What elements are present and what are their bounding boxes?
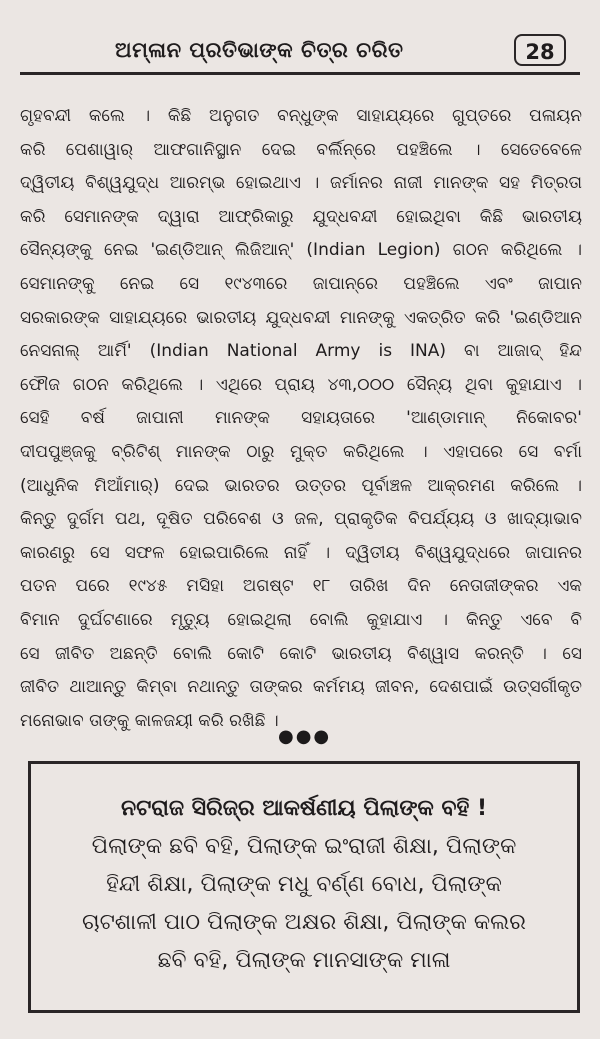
text-line: କରି ପେଶାୱାର୍ ଆଫଗାନିସ୍ଥାନ ଦେଇ ବର୍ଲିନ୍‌ରେ ପହଞ୍ଚିଲେ । ସେତେବେଳେ — [20, 139, 582, 160]
page-number: 28 — [514, 34, 566, 66]
text-line: ନେସନାଲ୍ ଆର୍ମି' (Indian National Army is INA) ବା ଆଜାଦ୍ ହିନ୍ଦ — [20, 341, 582, 362]
book-title: ଅମ୍ଳାନ ପ୍ରତିଭାଙ୍କ ଚିତ୍ର ଚରିତ — [115, 38, 404, 62]
advertisement-line: ହିନ୍ଦୀ ଶିକ୍ଷା, ପିଲାଙ୍କ ମଧୁ ବର୍ଣ୍ଣ ବୋଧ, ପିଲାଙ୍କ — [106, 872, 502, 897]
page-header — [20, 28, 580, 68]
header-rule — [20, 72, 580, 75]
text-line: ଗୃହବନ୍ଦୀ କଲେ । କିଛି ଅନୁଗତ ବନ୍ଧୁଙ୍କ ସାହାଯ୍ୟରେ ଗୁପ୍ତରେ ପଳାୟନ — [20, 106, 582, 126]
text-line: ସେ ଜୀବିତ ଅଛନ୍ତି ବୋଲି କୋଟି କୋଟି ଭାରତୀୟ ବିଶ୍ୱାସ କରନ୍ତି । ସେ — [20, 643, 582, 664]
advertisement-line: ପିଲାଙ୍କ ଛବି ବହି, ପିଲାଙ୍କ ଇଂରାଜୀ ଶିକ୍ଷା, ପିଲାଙ୍କ — [91, 834, 517, 859]
text-line: କିନ୍ତୁ ଦୁର୍ଗମ ପଥ, ଦୂଷିତ ପରିବେଶ ଓ ଜଳ, ପ୍ରାକୃତିକ ବିପର୍ଯ୍ୟୟ ଓ ଖାଦ୍ୟାଭାବ — [20, 509, 582, 530]
text-line: (ଆଧୁନିକ ମିଆଁମାର୍) ଦେଇ ଭାରତର ଉତ୍ତର ପୂର୍ବାଞ୍ଚଳ ଆକ୍ରମଣ କରିଲେ । — [20, 475, 582, 496]
text-line: ପତନ ପରେ ୧୯୪୫ ମସିହା ଅଗଷ୍ଟ ୧୮ ତାରିଖ ଦିନ ନେତାଜୀଙ୍କର ଏକ — [20, 576, 582, 597]
advertisement-line: ଛବି ବହି, ପିଲାଙ୍କ ମାନସାଙ୍କ ମାଳା — [157, 948, 451, 973]
text-line: ସରକାରଙ୍କ ସାହାଯ୍ୟରେ ଭାରତୀୟ ଯୁଦ୍ଧବନ୍ଦୀ ମାନଙ୍କୁ ଏକତ୍ରିତ କରି 'ଇଣ୍ଡିଆନ — [20, 307, 582, 328]
text-line: କାରଣରୁ ସେ ସଫଳ ହୋଇପାରିଲେ ନାହିଁ । ଦ୍ୱିତୀୟ ବିଶ୍ୱଯୁଦ୍ଧରେ ଜାପାନର — [20, 542, 582, 563]
section-separator: ●●● — [278, 726, 332, 747]
text-line: କରି ସେମାନଙ୍କ ଦ୍ୱାରା ଆଫ୍ରିକାରୁ ଯୁଦ୍ଧବନ୍ଦୀ ହୋଇଥିବା କିଛି ଭାରତୀୟ — [20, 206, 582, 227]
advertisement-title: ନଟରାଜ ସିରିଜ୍‌ର ଆକର୍ଷଣୀୟ ପିଲାଙ୍କ ବହି ! — [121, 796, 487, 821]
text-line: ସେହି ବର୍ଷ ଜାପାନୀ ମାନଙ୍କ ସହାୟତାରେ 'ଆଣ୍ଡାମାନ୍ ନିକୋବର' — [20, 408, 582, 429]
advertisement-box — [28, 761, 580, 1013]
text-line: ଦୀପପୁଞ୍ଜକୁ ବ୍ରିଟିଶ୍ ମାନଙ୍କ ଠାରୁ ମୁକ୍ତ କରିଥିଲେ । ଏହାପରେ ସେ ବର୍ମା — [20, 441, 582, 462]
text-line: ସେମାନଙ୍କୁ ନେଇ ସେ ୧୯୪୩ରେ ଜାପାନ୍‌ରେ ପହଞ୍ଚିଲେ ଏବଂ ଜାପାନ — [20, 273, 582, 294]
advertisement-line: ଚାଟଶାଳୀ ପାଠ ପିଲାଙ୍କ ଅକ୍ଷର ଶିକ୍ଷା, ପିଲାଙ୍କ କଲର — [82, 910, 526, 935]
text-line-last: ମନୋଭାବ ତାଙ୍କୁ କାଳଜୟୀ କରି ରଖିଛି । — [20, 710, 279, 731]
text-line: ଫୌଜ ଗଠନ କରିଥିଲେ । ଏଥିରେ ପ୍ରାୟ ୪୩,୦୦୦ ସୈନ୍ୟ ଥିବା କୁହାଯାଏ । — [20, 374, 582, 395]
body-text — [20, 100, 582, 738]
text-line: ବିମାନ ଦୁର୍ଘଟଣାରେ ମୃତ୍ୟୁ ହୋଇଥିଲା ବୋଲି କୁହାଯାଏ । କିନ୍ତୁ ଏବେ ବି — [20, 609, 582, 630]
text-line: ଦ୍ୱିତୀୟ ବିଶ୍ୱଯୁଦ୍ଧ ଆରମ୍ଭ ହୋଇଥାଏ । ଜର୍ମାନର ନାଜୀ ମାନଙ୍କ ସହ ମିତ୍ରତା — [20, 173, 582, 194]
text-line: ଜୀବିତ ଥାଆନ୍ତୁ କିମ୍ବା ନଥାନ୍ତୁ ତାଙ୍କର କର୍ମମୟ ଜୀବନ, ଦେଶପାଇଁ ଉତ୍ସର୍ଗୀକୃତ — [20, 677, 582, 698]
text-line: ସୈନ୍ୟଙ୍କୁ ନେଇ 'ଇଣ୍ଡିଆନ୍ ଲିଜିଆନ୍' (Indian Legion) ଗଠନ କରିଥିଲେ । — [20, 240, 582, 261]
